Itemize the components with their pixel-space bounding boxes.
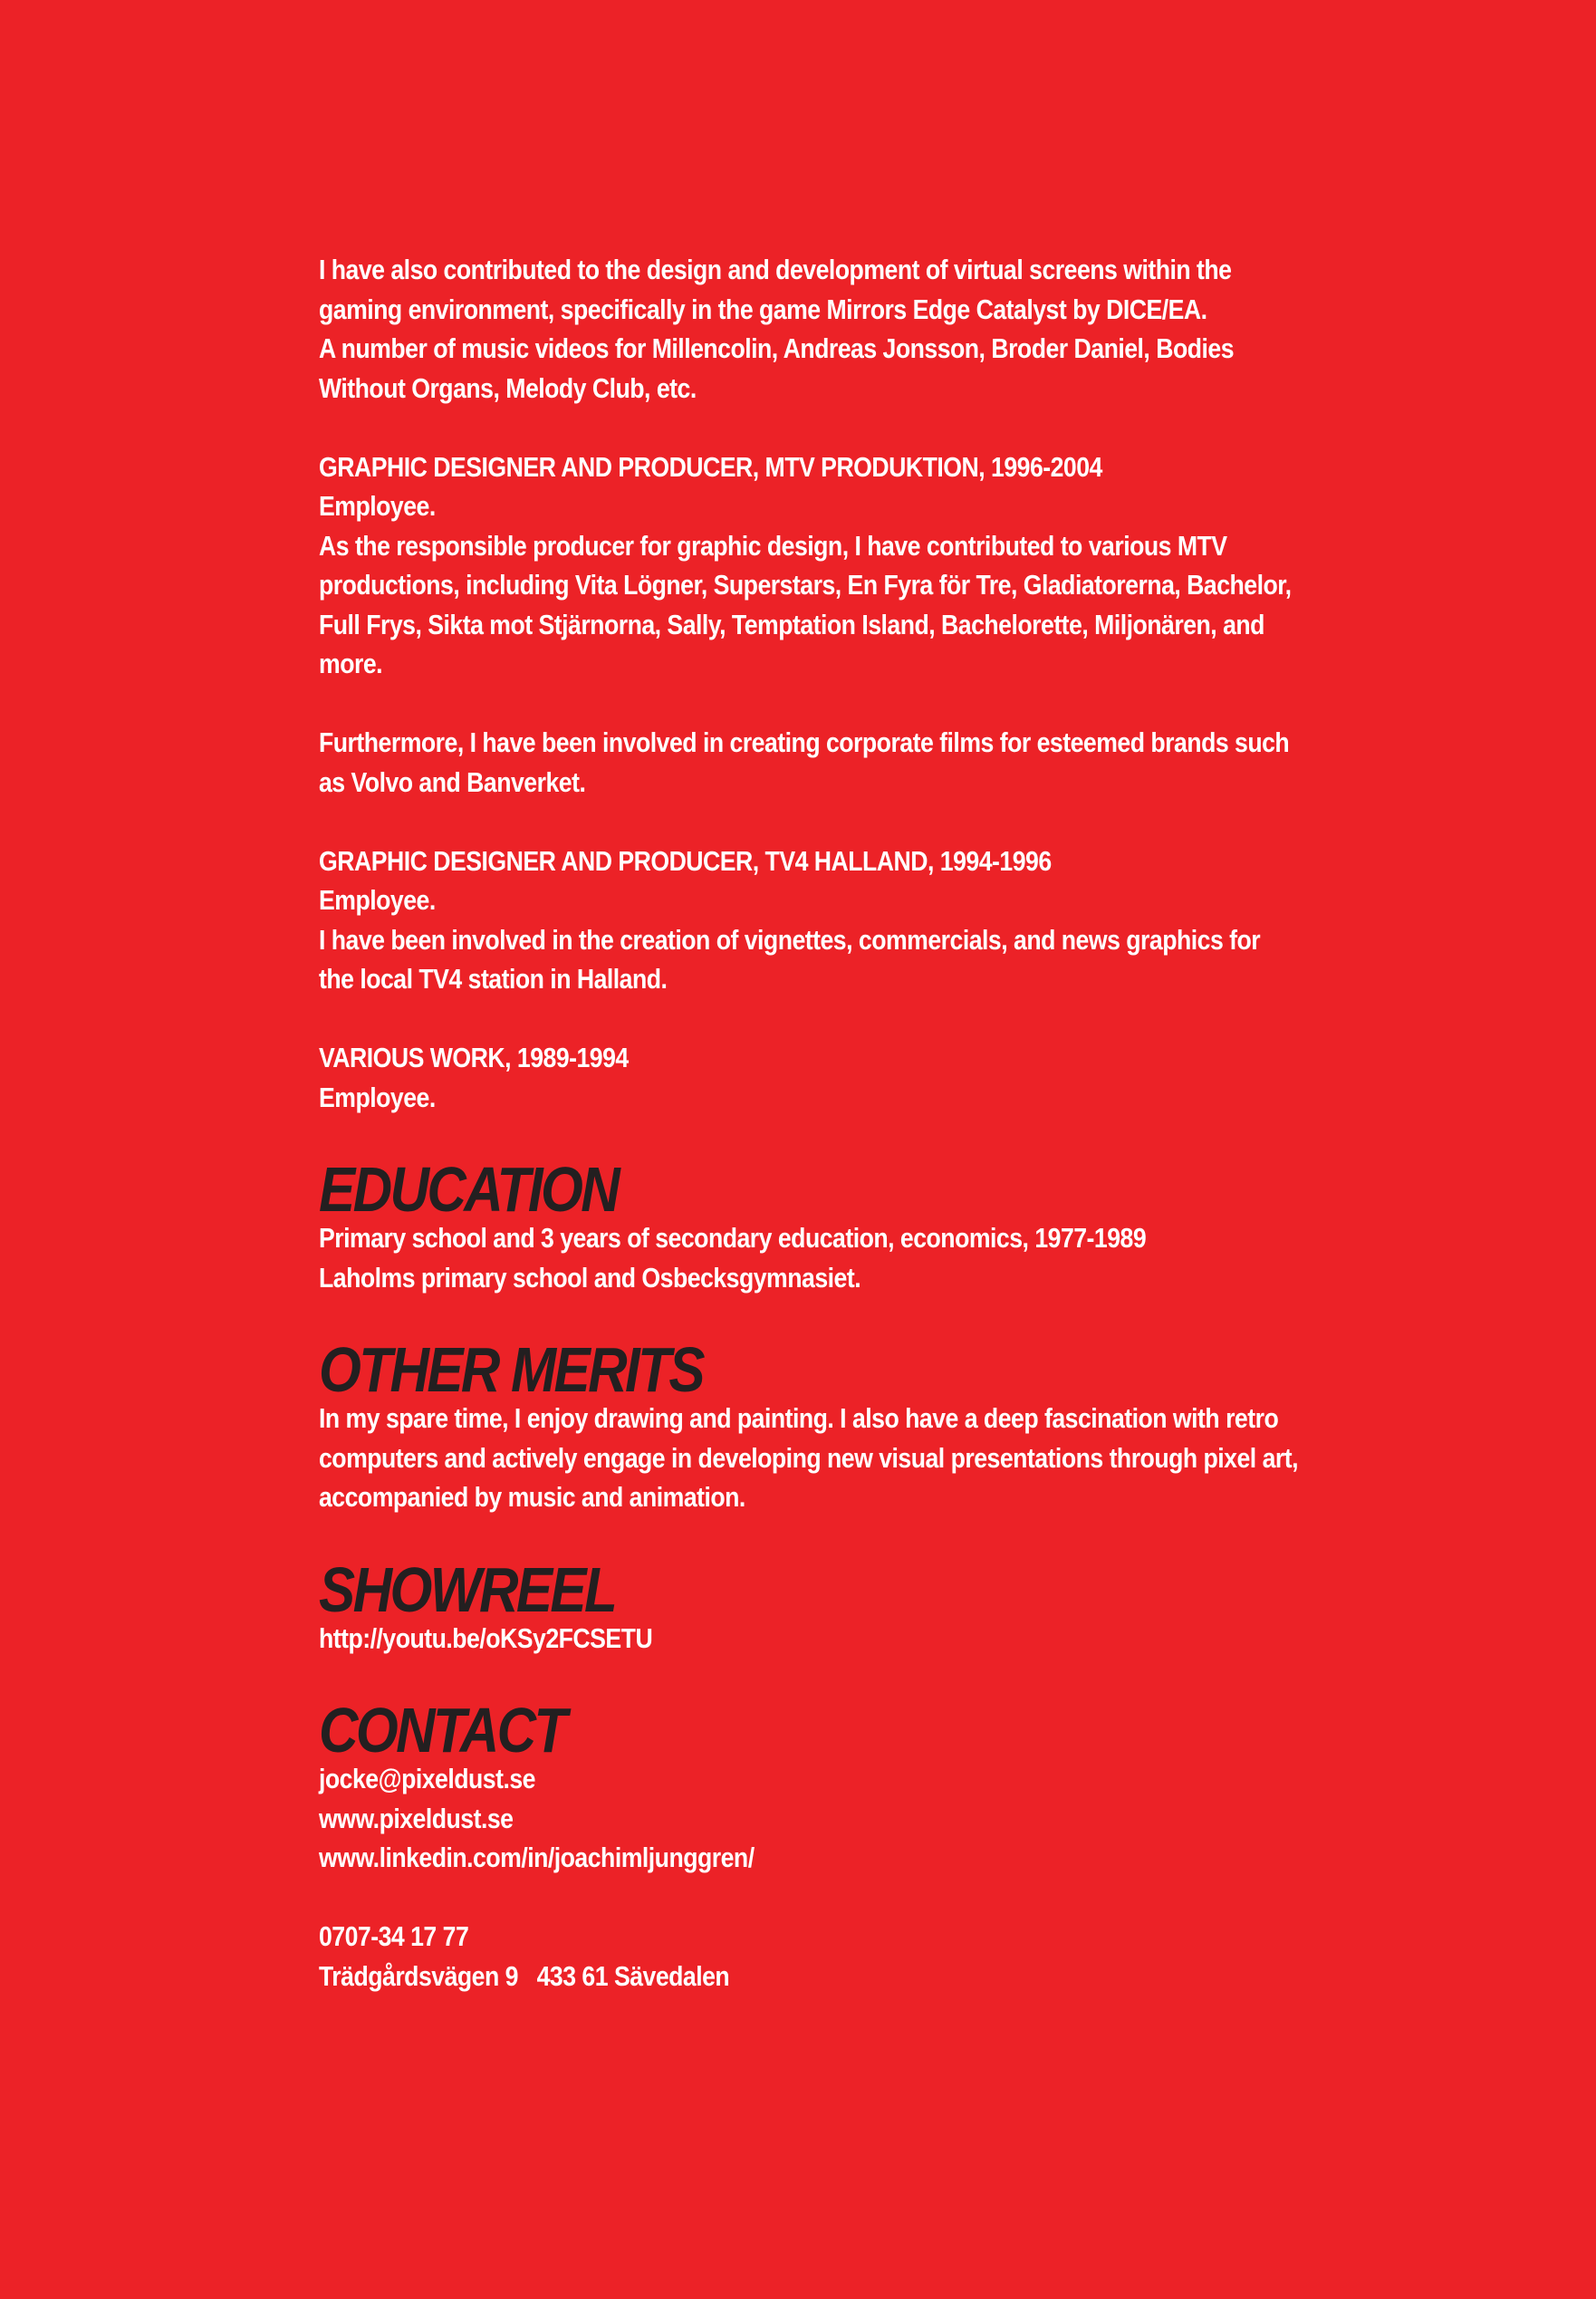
other-merits-line: computers and actively engage in developing new visual presentations through pixel art, [319, 1441, 1299, 1474]
job-title: GRAPHIC DESIGNER AND PRODUCER, MTV PRODUKTION, 1996-2004 [319, 450, 1102, 483]
job-extra-line: as Volvo and Banverket. [319, 765, 586, 798]
text-line: A number of music videos for Millencolin, Andreas Jonsson, Broder Daniel, Bodies [319, 332, 1235, 364]
job-description-line: the local TV4 station in Halland. [319, 963, 668, 995]
resume-content [319, 250, 1315, 1996]
job-description-line: more. [319, 648, 383, 679]
education-section [319, 1154, 1315, 1297]
education-line: Laholms primary school and Osbecksgymnasiet. [319, 1261, 861, 1294]
showreel-heading: SHOWREEL [319, 1554, 616, 1625]
contact-email-link[interactable]: jocke@pixeldust.se [319, 1763, 535, 1794]
contact-section [319, 1695, 1315, 1996]
job-role: Employee. [319, 884, 436, 916]
text-line: I have also contributed to the design and development of virtual screens within the [319, 254, 1232, 285]
contact-website-link[interactable]: www.pixeldust.se [319, 1802, 514, 1834]
other-merits-line: accompanied by music and animation. [319, 1481, 745, 1513]
other-merits-section [319, 1334, 1315, 1517]
education-line: Primary school and 3 years of secondary education, economics, 1977-1989 [319, 1222, 1147, 1254]
text-line: gaming environment, specifically in the game Mirrors Edge Catalyst by DICE/EA. [319, 293, 1207, 325]
job-description-line: As the responsible producer for graphic design, I have contributed to various MTV [319, 529, 1227, 562]
job-tv4 [319, 842, 1315, 999]
showreel-section [319, 1554, 1315, 1659]
intro-paragraph [319, 250, 1315, 408]
job-description-line: I have been involved in the creation of vignettes, commercials, and news graphics for [319, 923, 1261, 956]
job-title: VARIOUS WORK, 1989-1994 [319, 1042, 629, 1073]
job-extra-line: Furthermore, I have been involved in creating corporate films for esteemed brands such [319, 726, 1290, 758]
other-merits-heading: OTHER MERITS [319, 1334, 703, 1405]
contact-heading: CONTACT [319, 1695, 565, 1765]
other-merits-line: In my spare time, I enjoy drawing and painting. I also have a deep fascination with retro [319, 1402, 1279, 1434]
job-role: Employee. [319, 1081, 436, 1113]
job-role: Employee. [319, 490, 436, 522]
job-description-line: productions, including Vita Lögner, Superstars, En Fyra för Tre, Gladiatorerna, Bachelor, [319, 569, 1292, 601]
job-title: GRAPHIC DESIGNER AND PRODUCER, TV4 HALLAND, 1994-1996 [319, 844, 1052, 877]
contact-linkedin-link[interactable]: www.linkedin.com/in/joachimljunggren/ [319, 1842, 755, 1873]
text-line: Without Organs, Melody Club, etc. [319, 371, 697, 404]
education-heading: EDUCATION [319, 1154, 619, 1225]
showreel-link[interactable]: http://youtu.be/oKSy2FCSETU [319, 1621, 653, 1654]
job-mtv [319, 447, 1315, 803]
job-various [319, 1038, 1315, 1117]
contact-address: Trädgårdsvägen 9 433 61 Sävedalen [319, 1959, 730, 1992]
contact-phone: 0707-34 17 77 [319, 1920, 469, 1952]
job-description-line: Full Frys, Sikta mot Stjärnorna, Sally, Temptation Island, Bachelorette, Miljonären, and [319, 608, 1264, 640]
